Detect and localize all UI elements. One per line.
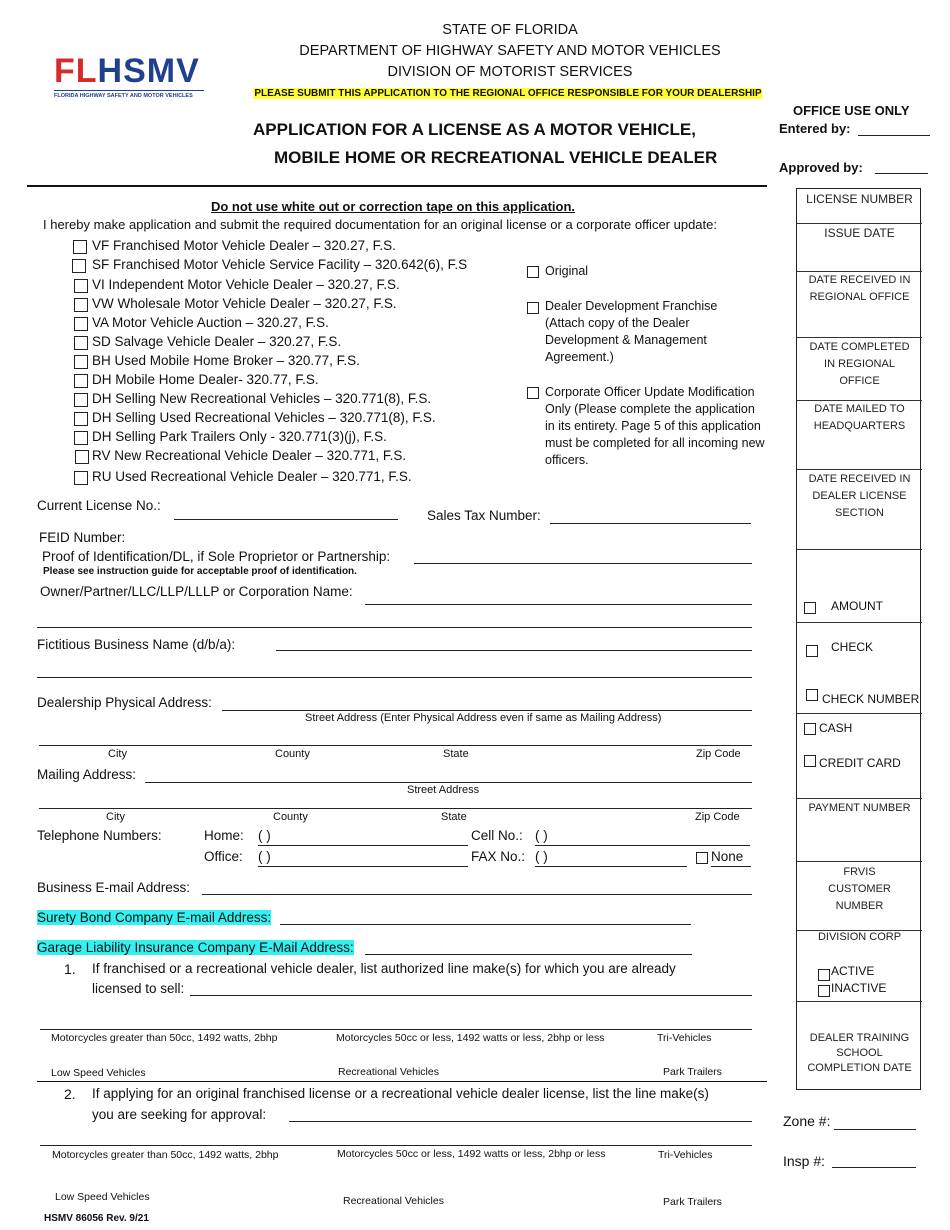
- cash-checkbox[interactable]: [804, 723, 816, 735]
- header-divider: [27, 185, 767, 187]
- form-number-footer: HSMV 86056 Rev. 9/21: [44, 1213, 149, 1224]
- q1-moto-large: Motorcycles greater than 50cc, 1492 watts, 2bhp: [51, 1032, 278, 1044]
- check-number-label: CHECK NUMBER: [822, 692, 920, 706]
- q2-moto-small: Motorcycles 50cc or less, 1492 watts or less, 2bhp or less: [337, 1148, 606, 1160]
- sales-tax-label: Sales Tax Number:: [427, 508, 541, 523]
- q1-cat-line[interactable]: [40, 1029, 752, 1030]
- dba-label: Fictitious Business Name (d/b/a):: [37, 637, 236, 652]
- inactive-checkbox[interactable]: [818, 985, 830, 997]
- header-notice: PLEASE SUBMIT THIS APPLICATION TO THE REGIONAL OFFICE RESPONSIBLE FOR YOUR DEALERSHIP: [254, 88, 762, 99]
- fax-label: FAX No.:: [471, 849, 526, 864]
- q1-park: Park Trailers: [663, 1066, 722, 1078]
- license-type-label: DH Selling Used Recreational Vehicles – 320.771(8), F.S.: [92, 410, 436, 425]
- q1-number: 1.: [64, 961, 76, 977]
- license-type-checkbox[interactable]: [74, 412, 88, 426]
- dba-input[interactable]: [276, 650, 752, 651]
- proof-id-label: Proof of Identification/DL, if Sole Proprietor or Partnership:: [42, 549, 391, 564]
- license-type-label: VA Motor Vehicle Auction – 320.27, F.S.: [92, 315, 329, 330]
- physical-city-line[interactable]: [39, 745, 752, 746]
- license-type-checkbox[interactable]: [73, 240, 87, 254]
- q2-park: Park Trailers: [663, 1196, 722, 1208]
- license-type-label: BH Used Mobile Home Broker – 320.77, F.S.: [92, 353, 360, 368]
- corp-update-checkbox[interactable]: [527, 387, 539, 399]
- q1-line2: licensed to sell:: [92, 981, 185, 996]
- fax-input[interactable]: ( ): [535, 849, 548, 864]
- business-email-input[interactable]: [202, 894, 752, 895]
- garage-email-label: Garage Liability Insurance Company E-Mail Address:: [37, 940, 354, 955]
- mailing-address-label: Mailing Address:: [37, 767, 137, 782]
- garage-email-input[interactable]: [365, 954, 692, 955]
- date-received-dealer-label: DATE RECEIVED IN DEALER LICENSE SECTION: [808, 473, 911, 519]
- intro-text: I hereby make application and submit the required documentation for an original license or a corporate officer update:: [43, 217, 717, 232]
- q1-makes-input[interactable]: [190, 995, 752, 996]
- q2-rec: Recreational Vehicles: [343, 1195, 444, 1207]
- payment-number-label: PAYMENT NUMBER: [808, 802, 911, 814]
- mailing-county-label: County: [273, 811, 308, 823]
- active-label: ACTIVE: [831, 964, 875, 978]
- license-type-label: VF Franchised Motor Vehicle Dealer – 320.27, F.S.: [92, 238, 396, 253]
- q1-low-speed: Low Speed Vehicles: [51, 1067, 146, 1079]
- office-phone-input[interactable]: ( ): [258, 849, 271, 864]
- cell-label: Cell No.:: [471, 828, 523, 843]
- entered-by-label: Entered by:: [779, 121, 851, 136]
- license-type-checkbox[interactable]: [74, 374, 88, 388]
- license-type-label: VI Independent Motor Vehicle Dealer – 320.27, F.S.: [92, 277, 400, 292]
- approved-by-line[interactable]: [875, 173, 928, 174]
- current-license-input[interactable]: [174, 519, 398, 520]
- q2-moto-large: Motorcycles greater than 50cc, 1492 watts, 2bhp: [52, 1149, 279, 1161]
- license-type-checkbox[interactable]: [74, 279, 88, 293]
- owner-label: Owner/Partner/LLC/LLP/LLLP or Corporation Name:: [40, 584, 353, 599]
- license-type-checkbox[interactable]: [74, 336, 88, 350]
- license-type-label: RU Used Recreational Vehicle Dealer – 320.771, F.S.: [92, 469, 412, 484]
- sales-tax-input[interactable]: [550, 523, 751, 524]
- ddf-checkbox[interactable]: [527, 302, 539, 314]
- current-license-label: Current License No.:: [37, 498, 161, 513]
- mailing-state-label: State: [441, 811, 467, 823]
- physical-county-label: County: [275, 748, 310, 760]
- owner-input[interactable]: [365, 604, 752, 605]
- q1-moto-small: Motorcycles 50cc or less, 1492 watts or less, 2bhp or less: [336, 1032, 605, 1044]
- proof-id-input[interactable]: [414, 563, 752, 564]
- license-type-label: DH Selling Park Trailers Only - 320.771(3)(j), F.S.: [92, 429, 387, 444]
- license-type-label: DH Selling New Recreational Vehicles – 320.771(8), F.S.: [92, 391, 432, 406]
- license-type-checkbox[interactable]: [74, 298, 88, 312]
- inactive-label: INACTIVE: [831, 981, 887, 995]
- flhsmv-logo: [54, 52, 209, 112]
- q1-line1: If franchised or a recreational vehicle dealer, list authorized line make(s) for which you are already: [92, 961, 676, 976]
- original-checkbox[interactable]: [527, 266, 539, 278]
- feid-label: FEID Number:: [39, 530, 126, 545]
- license-type-label: RV New Recreational Vehicle Dealer – 320.771, F.S.: [92, 448, 407, 463]
- ddf-label: Dealer Development Franchise (Attach copy of the Dealer Development & Management Agreement.): [545, 299, 718, 364]
- q2-low-speed: Low Speed Vehicles: [55, 1191, 150, 1203]
- mailing-city-label: City: [106, 811, 125, 823]
- physical-address-input[interactable]: [222, 710, 752, 711]
- none-checkbox[interactable]: [696, 852, 708, 864]
- dba-input-line2[interactable]: [37, 677, 752, 678]
- physical-street-note: Street Address (Enter Physical Address even if same as Mailing Address): [305, 712, 662, 724]
- mailing-zip-label: Zip Code: [695, 811, 740, 823]
- zone-line[interactable]: [834, 1129, 916, 1130]
- mailing-street-label: Street Address: [407, 784, 480, 796]
- office-use-title: OFFICE USE ONLY: [793, 103, 910, 118]
- business-email-label: Business E-mail Address:: [37, 880, 191, 895]
- surety-email-label: Surety Bond Company E-mail Address:: [37, 910, 272, 925]
- header-dept: DEPARTMENT OF HIGHWAY SAFETY AND MOTOR VEHICLES: [299, 43, 721, 59]
- q2-makes-input[interactable]: [289, 1121, 752, 1122]
- proof-id-note: Please see instruction guide for acceptable proof of identification.: [43, 566, 357, 577]
- mailing-city-line[interactable]: [39, 808, 752, 809]
- license-number-label: LICENSE NUMBER: [806, 192, 913, 206]
- active-checkbox[interactable]: [818, 969, 830, 981]
- q2-line2: you are seeking for approval:: [92, 1107, 267, 1122]
- license-type-checkbox[interactable]: [74, 393, 88, 407]
- license-type-label: VW Wholesale Motor Vehicle Dealer – 320.27, F.S.: [92, 296, 397, 311]
- physical-state-label: State: [443, 748, 469, 760]
- division-corp-label: DIVISION CORP: [817, 931, 902, 943]
- mailing-address-input[interactable]: [145, 782, 752, 783]
- cash-label: CASH: [819, 721, 853, 735]
- cell-phone-input[interactable]: ( ): [535, 828, 548, 843]
- office-sidebar: [796, 188, 921, 1090]
- check-number-checkbox[interactable]: [806, 689, 818, 701]
- home-label: Home:: [204, 828, 244, 843]
- license-type-checkbox[interactable]: [74, 431, 88, 445]
- physical-zip-label: Zip Code: [696, 748, 741, 760]
- physical-city-label: City: [108, 748, 127, 760]
- form-title-line2: MOBILE HOME OR RECREATIONAL VEHICLE DEALER: [274, 148, 718, 167]
- license-type-checkbox[interactable]: [72, 259, 86, 273]
- q2-number: 2.: [64, 1086, 76, 1102]
- entered-by-line[interactable]: [858, 135, 930, 136]
- date-received-regional-label: DATE RECEIVED IN REGIONAL OFFICE: [808, 274, 911, 303]
- license-type-label: SD Salvage Vehicle Dealer – 320.27, F.S.: [92, 334, 342, 349]
- amount-label: AMOUNT: [831, 599, 883, 613]
- owner-input-line2[interactable]: [37, 627, 752, 628]
- q2-tri: Tri-Vehicles: [658, 1149, 713, 1161]
- none-label: None: [711, 849, 744, 864]
- credit-card-label: CREDIT CARD: [819, 756, 901, 770]
- no-whiteout-notice: Do not use white out or correction tape on this application.: [210, 199, 576, 214]
- q1-tri: Tri-Vehicles: [657, 1032, 712, 1044]
- q1-rec: Recreational Vehicles: [338, 1066, 439, 1078]
- license-type-label: DH Mobile Home Dealer- 320.77, F.S.: [92, 372, 319, 387]
- license-type-checkbox[interactable]: [74, 471, 88, 485]
- q2-line1: If applying for an original franchised license or a recreational vehicle dealer license, list the line make(s): [92, 1086, 709, 1101]
- zone-label: Zone #:: [783, 1113, 831, 1129]
- license-type-checkbox[interactable]: [74, 355, 88, 369]
- home-phone-input[interactable]: ( ): [258, 828, 271, 843]
- issue-date-label: ISSUE DATE: [824, 226, 895, 240]
- approved-by-label: Approved by:: [779, 160, 863, 175]
- check-label: CHECK: [831, 640, 874, 654]
- check-checkbox[interactable]: [806, 645, 818, 657]
- physical-address-label: Dealership Physical Address:: [37, 695, 212, 710]
- license-type-label: SF Franchised Motor Vehicle Service Facility – 320.642(6), F.S: [92, 257, 468, 272]
- license-type-checkbox[interactable]: [74, 317, 88, 331]
- dealer-training-label: DEALER TRAINING SCHOOL COMPLETION DATE: [807, 1032, 912, 1074]
- q2-cat-line[interactable]: [40, 1145, 752, 1146]
- surety-email-input[interactable]: [280, 924, 691, 925]
- frvis-customer-number-label: FRVIS CUSTOMER NUMBER: [828, 866, 891, 912]
- logo-subtitle: FLORIDA HIGHWAY SAFETY AND MOTOR VEHICLES: [54, 90, 204, 99]
- original-label: Original: [545, 264, 589, 278]
- date-mailed-hq-label: DATE MAILED TO HEADQUARTERS: [813, 403, 906, 432]
- license-type-checkbox[interactable]: [75, 450, 89, 464]
- corp-update-label: Corporate Officer Update Modification Only (Please complete the application in its entirety. Page 5 of this application must be completed for all incoming new officers.: [545, 385, 765, 467]
- office-label: Office:: [204, 849, 243, 864]
- form-title-line1: APPLICATION FOR A LICENSE AS A MOTOR VEHICLE,: [253, 120, 696, 139]
- amount-checkbox[interactable]: [804, 602, 816, 614]
- logo-text: FLHSMV: [54, 52, 200, 90]
- credit-card-checkbox[interactable]: [804, 755, 816, 767]
- insp-line[interactable]: [832, 1167, 916, 1168]
- telephone-label: Telephone Numbers:: [37, 828, 162, 843]
- date-completed-regional-label: DATE COMPLETED IN REGIONAL OFFICE: [809, 341, 910, 387]
- insp-label: Insp #:: [783, 1153, 826, 1169]
- header-division: DIVISION OF MOTORIST SERVICES: [387, 64, 633, 80]
- header-state: STATE OF FLORIDA: [442, 22, 578, 38]
